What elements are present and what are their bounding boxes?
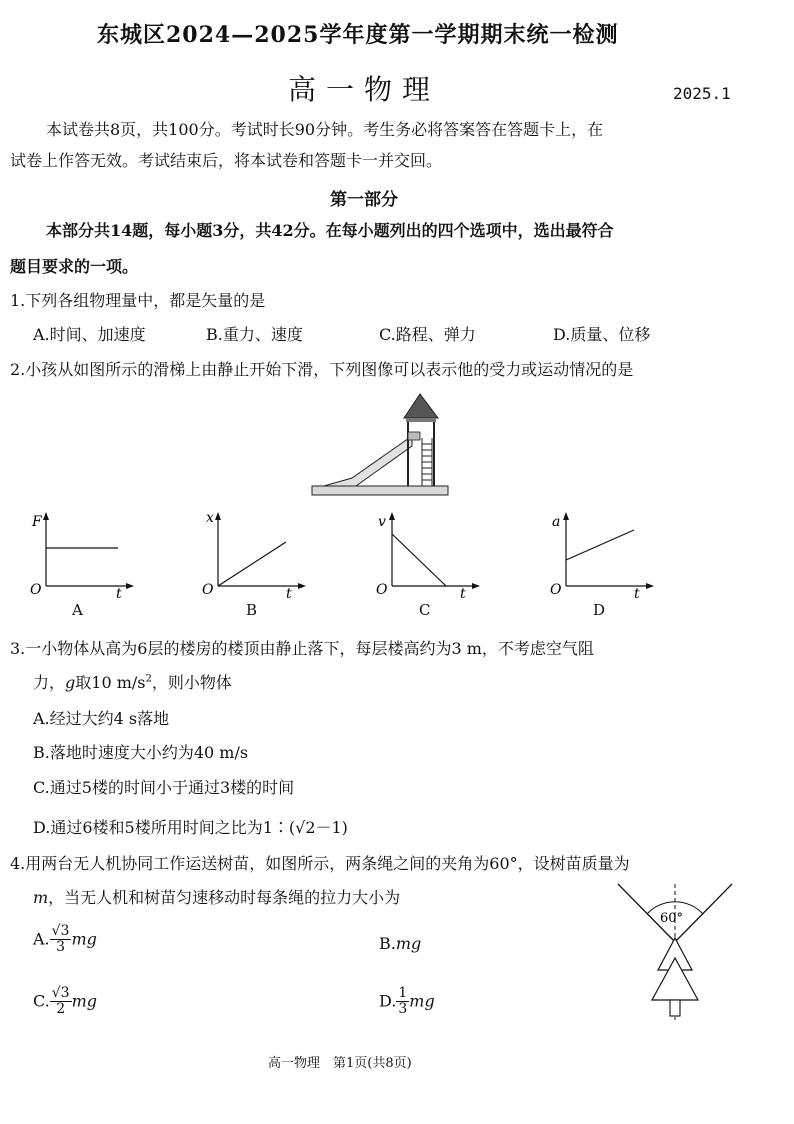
graph-d-x-label: t	[634, 586, 640, 600]
q4-stem-line-1: 4.用两台无人机协同工作运送树苗，如图所示，两条绳之间的夹角为60°，设树苗质量为	[10, 854, 630, 873]
graph-d	[548, 510, 658, 600]
graph-b-origin: O	[202, 582, 214, 598]
graph-b-line	[218, 542, 286, 586]
graph-d-letter: D	[593, 601, 606, 619]
graph-a-y-label: F	[32, 514, 42, 530]
exam-title: 东城区2024—2025学年度第一学期期末统一检测	[97, 22, 619, 48]
q4-option-d: D. $\frac{1}{3}$ mg	[379, 985, 435, 1018]
graph-b-x-label: t	[286, 586, 292, 600]
graph-c-letter: C	[419, 601, 431, 619]
q1-option-c: C.路程、弹力	[379, 325, 476, 344]
graph-c-line	[392, 534, 446, 586]
graph-c-x-label: t	[460, 586, 466, 600]
q2-stem: 2.小孩从如图所示的滑梯上由静止开始下滑，下列图像可以表示他的受力或运动情况的是	[10, 360, 634, 379]
part-instructions-1: 本部分共14题，每小题3分，共42分。在每小题列出的四个选项中，选出最符合	[46, 221, 614, 240]
graph-b-letter: B	[246, 601, 258, 619]
exam-date: 2025.1	[673, 84, 731, 103]
q1-stem: 1.下列各组物理量中，都是矢量的是	[10, 291, 266, 310]
graph-c-y-label: v	[378, 514, 386, 530]
q4-option-a: A. $\frac{√3}{3}$ mg	[33, 923, 97, 956]
graph-b-y-label: x	[206, 510, 214, 526]
subject-title: 高一物理	[288, 73, 441, 106]
intro-line-1: 本试卷共8页，共100分。考试时长90分钟。考生务必将答案答在答题卡上，在	[46, 120, 604, 139]
page-footer: 高一物理 第1页(共8页)	[268, 1056, 412, 1071]
slide-illustration	[308, 388, 453, 500]
part-instructions-2: 题目要求的一项。	[10, 257, 139, 276]
graph-a-letter: A	[72, 601, 83, 619]
graph-d-line	[566, 530, 634, 560]
q4-option-c: C. $\frac{√3}{2}$ mg	[33, 985, 98, 1018]
graph-c-origin: O	[376, 582, 388, 598]
intro-line-2: 试卷上作答无效。考试结束后，将本试卷和答题卡一并交回。	[10, 151, 443, 170]
q4-stem-line-2: m，当无人机和树苗匀速移动时每条绳的拉力大小为	[33, 888, 401, 907]
graph-d-origin: O	[550, 582, 562, 598]
graph-d-y-label: a	[552, 514, 561, 530]
q3-option-c: C.通过5楼的时间小于通过3楼的时间	[33, 778, 295, 797]
graph-c	[374, 510, 484, 600]
graph-a-x-label: t	[116, 586, 122, 600]
graph-a-origin: O	[30, 582, 42, 598]
q4-option-b: B.mg	[379, 934, 422, 953]
q3-option-b: B.落地时速度大小约为40 m/s	[33, 743, 249, 762]
graph-a	[28, 510, 138, 600]
q3-option-d: D.通过6楼和5楼所用时间之比为1∶(√2－1)	[33, 818, 348, 837]
angle-label: 60°	[660, 911, 684, 926]
q1-option-a: A.时间、加速度	[33, 325, 146, 344]
q3-stem-line-2: 力，g取10 $m/s^2$，则小物体	[33, 673, 232, 692]
q1-option-d: D.质量、位移	[553, 325, 651, 344]
graph-b	[200, 510, 310, 600]
drone-tree-figure	[610, 880, 740, 1026]
q1-option-b: B.重力、速度	[206, 325, 303, 344]
q3-option-a: A.经过大约4 s落地	[33, 709, 170, 728]
q3-stem-line-1: 3.一小物体从高为6层的楼房的楼顶由静止落下，每层楼高约为3 m，不考虑空气阻	[10, 639, 594, 658]
part-heading: 第一部分	[330, 190, 398, 210]
